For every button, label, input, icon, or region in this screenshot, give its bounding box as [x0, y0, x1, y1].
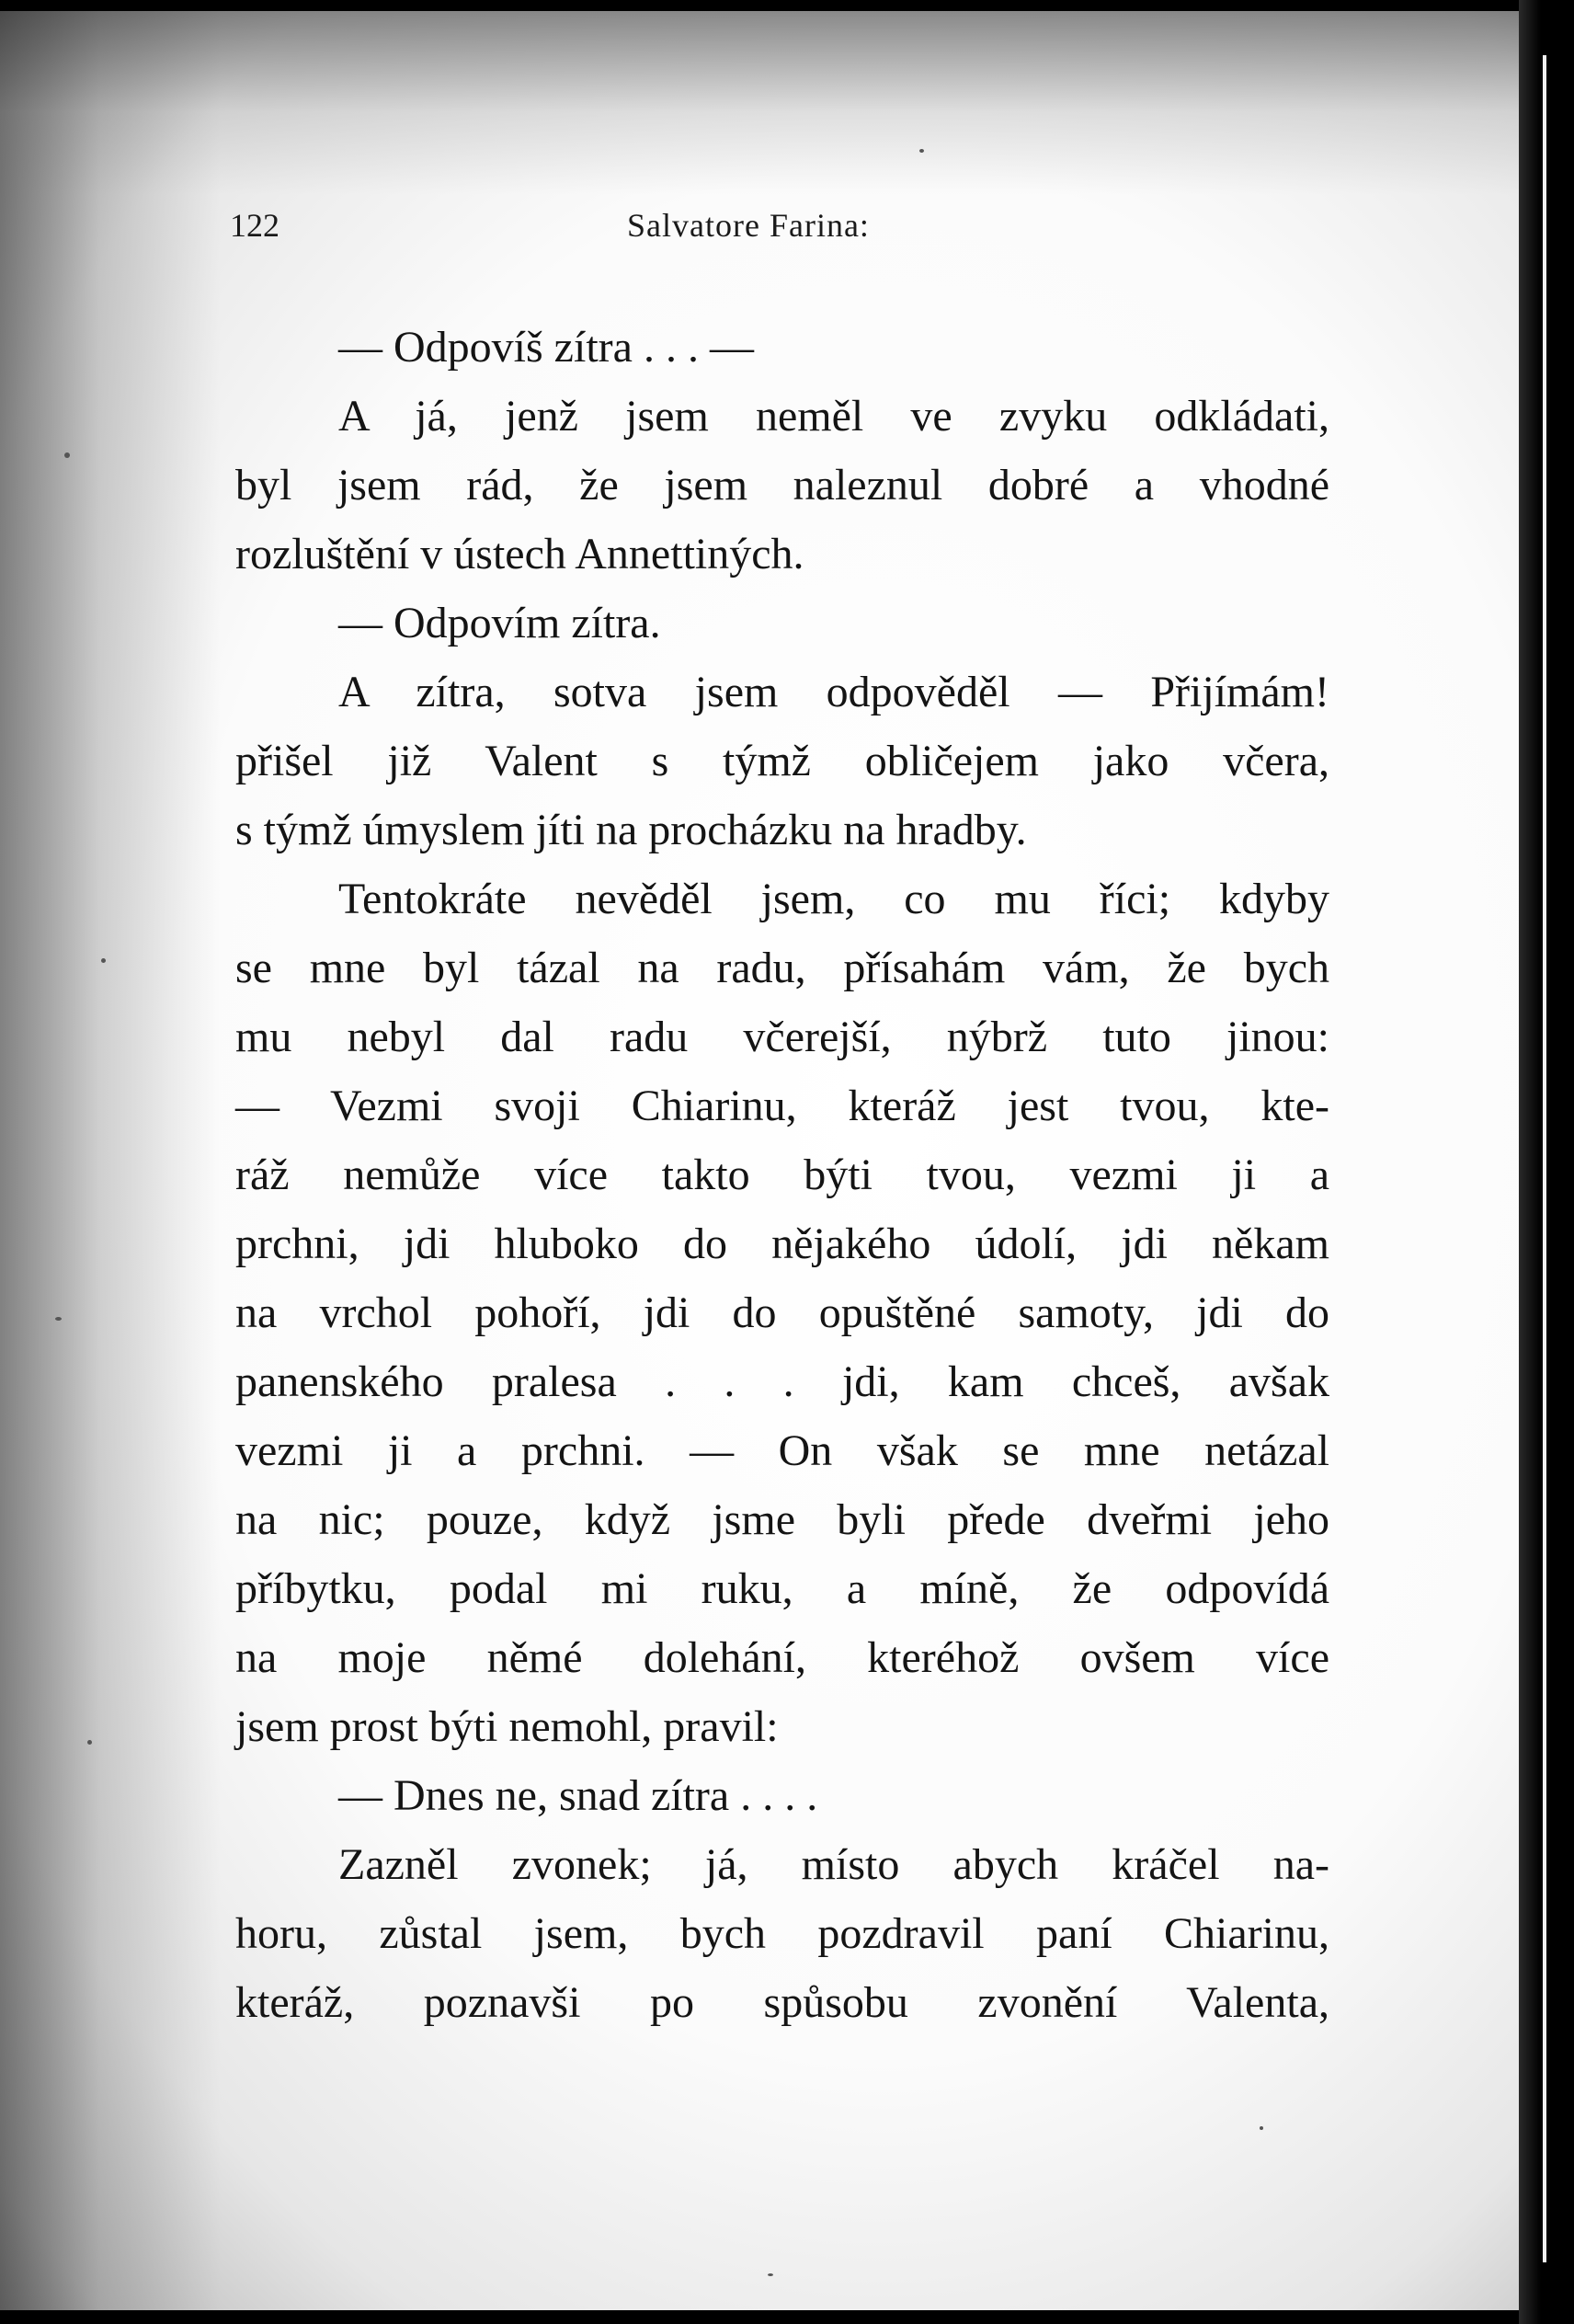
- text-line: ráž nemůže více takto býti tvou, vezmi ji a: [235, 1151, 1329, 1199]
- text-line: na vrchol pohoří, jdi do opuštěné samoty, jdi do: [235, 1288, 1329, 1337]
- text-line: na moje němé dolehání, kteréhož ovšem více: [235, 1633, 1329, 1682]
- paper-speck: [1260, 2126, 1263, 2130]
- text-line: jsem prost býti nemohl, pravil:: [235, 1702, 779, 1751]
- spine-edge-line: [1543, 55, 1546, 2262]
- book-spine: [1519, 0, 1574, 2324]
- book-page: [0, 11, 1519, 2310]
- text-line: Tentokráte nevěděl jsem, co mu říci; kdyby: [338, 875, 1329, 923]
- text-line: — Vezmi svoji Chiarinu, kteráž jest tvou, kte-: [235, 1082, 1329, 1130]
- paper-speck: [919, 149, 924, 153]
- text-line: se mne byl tázal na radu, přísahám vám, že bych: [235, 944, 1329, 992]
- text-line: — Odpovíš zítra . . . —: [338, 323, 754, 372]
- running-head: Salvatore Farina:: [627, 207, 870, 244]
- text-line: byl jsem rád, že jsem naleznul dobré a vhodné: [235, 461, 1329, 509]
- text-line: vezmi ji a prchni. — On však se mne netázal: [235, 1426, 1329, 1475]
- text-line: přišel již Valent s týmž obličejem jako včera,: [235, 737, 1329, 785]
- paper-speck: [87, 1740, 92, 1745]
- text-line: s týmž úmyslem jíti na procházku na hradby.: [235, 806, 1027, 854]
- paper-speck: [64, 452, 70, 458]
- text-line: horu, zůstal jsem, bych pozdravil paní Chiarinu,: [235, 1909, 1329, 1958]
- text-line: — Dnes ne, snad zítra . . . .: [338, 1771, 818, 1820]
- paper-speck: [55, 1317, 62, 1321]
- text-line: kteráž, poznavši po spůsobu zvonění Valenta,: [235, 1978, 1329, 2027]
- text-line: A já, jenž jsem neměl ve zvyku odkládati,: [338, 392, 1329, 441]
- text-line: příbytku, podal mi ruku, a míně, že odpovídá: [235, 1564, 1329, 1613]
- text-line: Zazněl zvonek; já, místo abych kráčel na-: [338, 1840, 1329, 1889]
- text-line: prchni, jdi hluboko do nějakého údolí, jdi někam: [235, 1219, 1329, 1268]
- page-number: 122: [230, 207, 279, 244]
- body-text: [235, 313, 1329, 2037]
- paper-speck: [768, 2273, 773, 2276]
- text-line: A zítra, sotva jsem odpověděl — Přijímám!: [338, 668, 1329, 716]
- paper-speck: [101, 958, 106, 963]
- text-line: panenského pralesa . . . jdi, kam chceš, avšak: [235, 1357, 1329, 1406]
- text-line: mu nebyl dal radu včerejší, nýbrž tuto jinou:: [235, 1013, 1329, 1061]
- page-header: [230, 206, 1333, 243]
- text-line: — Odpovím zítra.: [338, 599, 661, 647]
- text-line: rozluštění v ústech Annettiných.: [235, 530, 804, 578]
- text-line: na nic; pouze, když jsme byli přede dveřmi jeho: [235, 1495, 1329, 1544]
